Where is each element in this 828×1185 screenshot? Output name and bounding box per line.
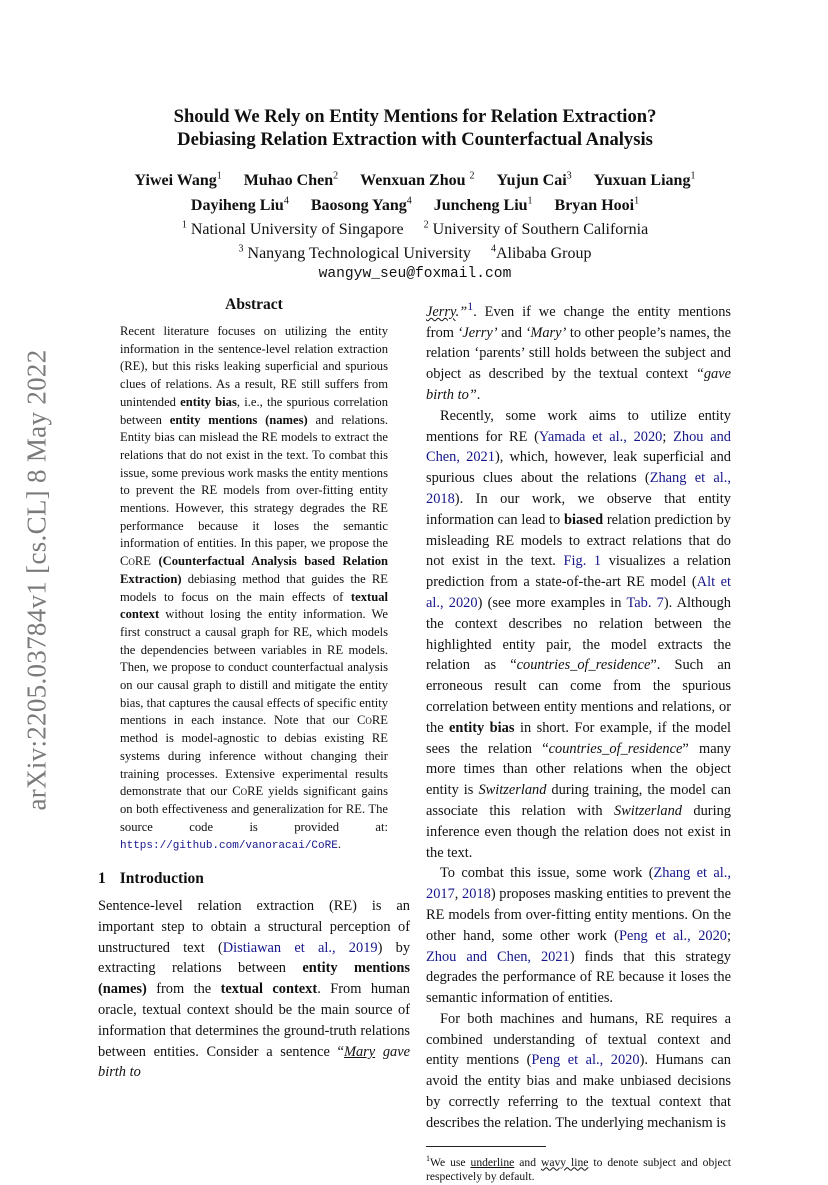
left-column (98, 296, 410, 1083)
author-line-2 (100, 191, 730, 215)
author: Yuxuan Liang$^1$ (593, 171, 696, 190)
citation[interactable]: Zhou and Chen, 2021 (426, 428, 731, 466)
citation[interactable]: Alt et al., 2020 (426, 574, 731, 611)
author: Bryan Hooi$^1$ (554, 195, 640, 214)
subject-entity: Mary (343, 1043, 376, 1060)
figure-reference[interactable]: Fig. 1 (563, 553, 602, 570)
author: Yiwei Wang$^1$ (134, 171, 222, 190)
author-block (100, 167, 730, 284)
object-entity: Jerry (426, 303, 456, 320)
author-line-1 (100, 167, 730, 191)
table-reference[interactable]: Tab. 7 (626, 594, 664, 611)
source-code-link[interactable]: https://github.com/vanoracai/CoRE (120, 840, 338, 853)
intro-paragraph-1: Sentence-level relation extraction (RE) is an important step to obtain a structural perception of unstructured text (Distiawan et al., 2019) by extracting relations between entity mentions (names) from the textual context. From human oracle, textual context should be the main source of information that determines the ground-truth relations between entities. Consider a sentence “Mary gave birth to (98, 898, 411, 1081)
method-name: CoRE (120, 554, 151, 569)
citation[interactable]: Distiawan et al., 2019 (222, 939, 378, 956)
intro-paragraph-1-continued: Jerry.”$^1$. Even if we change the entity mentions from ‘Jerry’ and ‘Mary’ to other people’s names, the relation ‘parents’ still holds between the subject and object as described by the textual context “gave birth to”. (426, 299, 732, 403)
footnote: $^1$We use underline and wavy line to denote subject and object respectively by default. (426, 1153, 731, 1184)
affiliation-line-2 (100, 240, 730, 264)
author: Baosong Yang$^4$ (310, 195, 412, 214)
footnote-divider (426, 1146, 546, 1147)
intro-paragraph-4: For both machines and humans, RE requires a combined understanding of textual context and entity mentions (Peng et al., 2020). Humans can avoid the entity bias and make unbiased decisions by correctly referring to the textual context that describes the relation. The underlying mechanism is (426, 1010, 731, 1131)
title-line-2: Debiasing Relation Extraction with Counterfactual Analysis (177, 129, 653, 150)
title-line-1: Should We Rely on Entity Mentions for Relation Extraction? (173, 106, 657, 127)
citation[interactable]: Zhang et al., 2017 (426, 865, 731, 903)
author: Juncheng Liu$^1$ (433, 195, 533, 214)
footnote-marker[interactable]: 1 (467, 299, 474, 313)
author: Dayiheng Liu$^4$ (190, 195, 289, 214)
citation[interactable]: Zhang et al., 2018 (426, 470, 731, 507)
affiliation: $^4$Alibaba Group (490, 243, 592, 263)
citation[interactable]: Yamada et al., 2020 (538, 428, 663, 445)
intro-paragraph-2: Recently, some work aims to utilize entity mentions for RE (Yamada et al., 2020; Zhou and Chen, 2021), which, however, leak superficial and spurious clues about the relations (Zhang et al., 2018). In our work, we observe that entity information can lead to biased relation prediction by misleading RE models to extract relations that do not exist in the text. Fig. 1 visualizes a relation prediction from a state-of-the-art RE model (Alt et al., 2020) (see more examples in Tab. 7). Although the context describes no relation between the highlighted entity pair, the model extracts the relation as “countries_of_residence”. Such an erroneous result can come from the spurious correlation between entity mentions and relations, or the entity bias in short. For example, if the model sees the relation “countries_of_residence” many more times than other relations when the object entity is Switzerland during training, the model can associate this relation with Switzerland during inference even though the relation does not exist in the text. (426, 407, 731, 861)
arxiv-identifier: arXiv:2205.03784v1 [cs.CL] 8 May 2022 (21, 349, 52, 811)
author: Wenxuan Zhou $^2$ (360, 171, 475, 190)
affiliation-line-1 (100, 216, 730, 240)
author-email: wangyw_seu@foxmail.com (318, 266, 512, 283)
abstract-body: Recent literature focuses on utilizing the entity information in the sentence-level relation extraction (RE), but this risks leaking superficial and spurious clues of relations. As a result, RE still suffers from unintended entity bias, i.e., the spurious correlation between entity mentions (names) and relations. Entity bias can mislead the RE models to extract the relations that do not exist in the text. To combat this issue, some previous work masks the entity mentions to prevent the RE models from over-fitting entity mentions. However, this strategy degrades the RE performance because it loses the semantic information of entities. In this paper, we propose the CoRE (Counterfactual Analysis based Relation Extraction) debiasing method that guides the RE models to focus on the main effects of textual context without losing the entity information. We first construct a causal graph for RE, which models the dependencies between variables in RE models. Then, we propose to conduct counterfactual analysis on our causal graph to distill and mitigate the entity bias, that captures the causal effects of specific entity mentions in each instance. Note that our CoRE method is model-agnostic to debias existing RE systems during inference without changing their training processes. Extensive experimental results demonstrate that our CoRE yields significant gains on both effectiveness and generalization for RE. The source code is provided at: https://github.com/vanoracai/CoRE. (120, 324, 389, 853)
paper-title (100, 105, 730, 151)
citation[interactable]: 2018 (462, 886, 491, 903)
author: Yujun Cai$^3$ (496, 171, 572, 190)
author: Muhao Chen$^2$ (243, 171, 339, 190)
citation[interactable]: Peng et al., 2020 (531, 1052, 640, 1069)
affiliation: $^3$ Nanyang Technological University (238, 243, 471, 263)
right-column (426, 296, 731, 1185)
section-heading-introduction: 1 Introduction (98, 870, 204, 888)
affiliation: $^2$ University of Southern California (423, 219, 649, 238)
intro-paragraph-3: To combat this issue, some work (Zhang et al., 2017, 2018) proposes masking entities to prevent the RE models from over-fitting entity mentions. On the other hand, some other work (Peng et al., 2020; Zhou and Chen, 2021) finds that this strategy degrades the performance of RE because it loses the semantic information of entities. (426, 865, 731, 1007)
citation[interactable]: Peng et al., 2020 (618, 927, 727, 944)
arxiv-sidebar (22, 310, 52, 850)
affiliation: $^1$ National University of Singapore (181, 219, 404, 238)
citation[interactable]: Zhou and Chen, 2021 (426, 948, 570, 965)
abstract-heading: Abstract (225, 296, 283, 313)
